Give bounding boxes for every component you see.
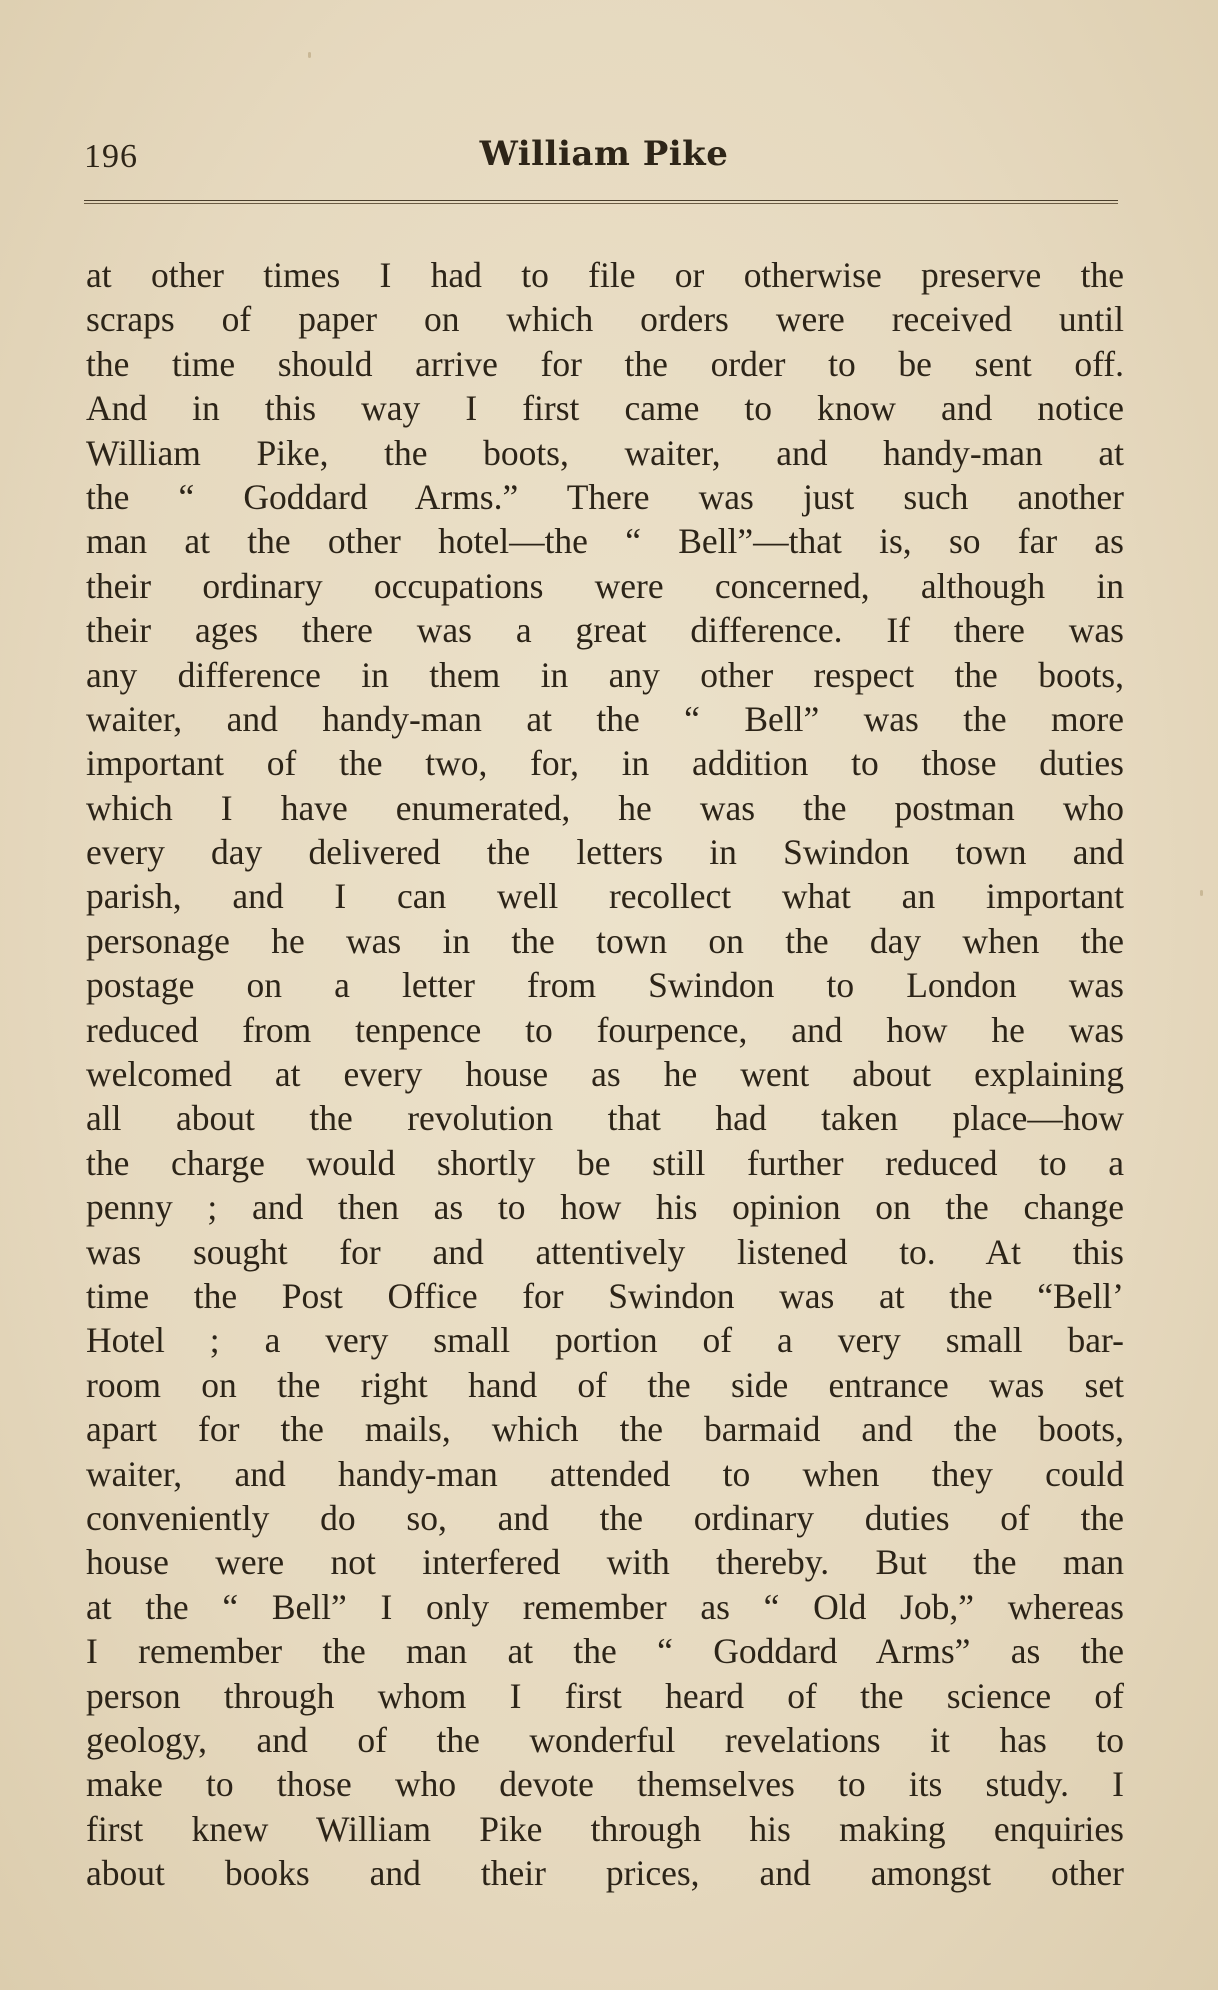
text-line: at other times I had to file or otherwise preserve the — [86, 255, 1124, 295]
text-line: make to those who devote themselves to its study. I — [86, 1764, 1124, 1805]
text-line: conveniently do so, and the ordinary duties of the — [86, 1497, 1124, 1538]
text-line: about books and their prices, and amongst other — [86, 1853, 1124, 1894]
text-line: welcomed at every house as he went about explaining — [86, 1054, 1124, 1095]
page-number: 196 — [84, 138, 138, 175]
text-line: the time should arrive for the order to be sent off. — [86, 343, 1124, 384]
text-line: which I have enumerated, he was the postman who — [86, 787, 1124, 828]
text-line: parish, and I can well recollect what an important — [86, 876, 1124, 917]
running-header — [0, 130, 1218, 190]
text-line: I remember the man at the “ Goddard Arms” as the — [86, 1631, 1124, 1672]
text-line: first knew William Pike through his making enquiries — [86, 1808, 1124, 1849]
text-line: postage on a letter from Swindon to London was — [86, 965, 1124, 1006]
text-line: important of the two, for, in addition to those duties — [86, 743, 1124, 784]
text-line: the charge would shortly be still further reduced to a — [86, 1142, 1124, 1183]
text-line: apart for the mails, which the barmaid and the boots, — [86, 1409, 1124, 1450]
text-line: at the “ Bell” I only remember as “ Old Job,” whereas — [86, 1586, 1124, 1627]
paper-speck — [308, 52, 311, 58]
text-line: room on the right hand of the side entrance was set — [86, 1364, 1124, 1405]
text-line: And in this way I first came to know and notice — [86, 388, 1124, 429]
text-line: personage he was in the town on the day when the — [86, 920, 1124, 961]
text-line: time the Post Office for Swindon was at the “Bell’ — [86, 1275, 1124, 1316]
text-line: house were not interfered with thereby. But the man — [86, 1542, 1124, 1583]
text-line: penny ; and then as to how his opinion on the change — [86, 1187, 1124, 1228]
text-line: William Pike, the boots, waiter, and handy-man at — [86, 432, 1124, 473]
body-text — [86, 253, 1124, 1895]
text-line: waiter, and handy-man at the “ Bell” was the more — [86, 698, 1124, 739]
text-line: all about the revolution that had taken place—how — [86, 1098, 1124, 1139]
text-line: person through whom I first heard of the science of — [86, 1675, 1124, 1716]
text-line: every day delivered the letters in Swindon town and — [86, 832, 1124, 873]
text-line: their ages there was a great difference. If there was — [86, 610, 1124, 651]
text-line: was sought for and attentively listened to. At this — [86, 1231, 1124, 1272]
text-line: the “ Goddard Arms.” There was just such another — [86, 476, 1124, 517]
paper-speck — [1200, 890, 1203, 896]
running-title: William Pike — [479, 134, 729, 174]
header-rule — [84, 200, 1118, 204]
text-line: scraps of paper on which orders were received until — [86, 299, 1124, 340]
text-line: Hotel ; a very small portion of a very small bar- — [86, 1320, 1124, 1361]
text-line: their ordinary occupations were concerned, although in — [86, 565, 1124, 606]
text-line: geology, and of the wonderful revelations it has to — [86, 1719, 1124, 1760]
text-line: waiter, and handy-man attended to when they could — [86, 1453, 1124, 1494]
text-line: any difference in them in any other respect the boots, — [86, 654, 1124, 695]
text-line: reduced from tenpence to fourpence, and how he was — [86, 1009, 1124, 1050]
text-line: man at the other hotel—the “ Bell”—that is, so far as — [86, 521, 1124, 562]
